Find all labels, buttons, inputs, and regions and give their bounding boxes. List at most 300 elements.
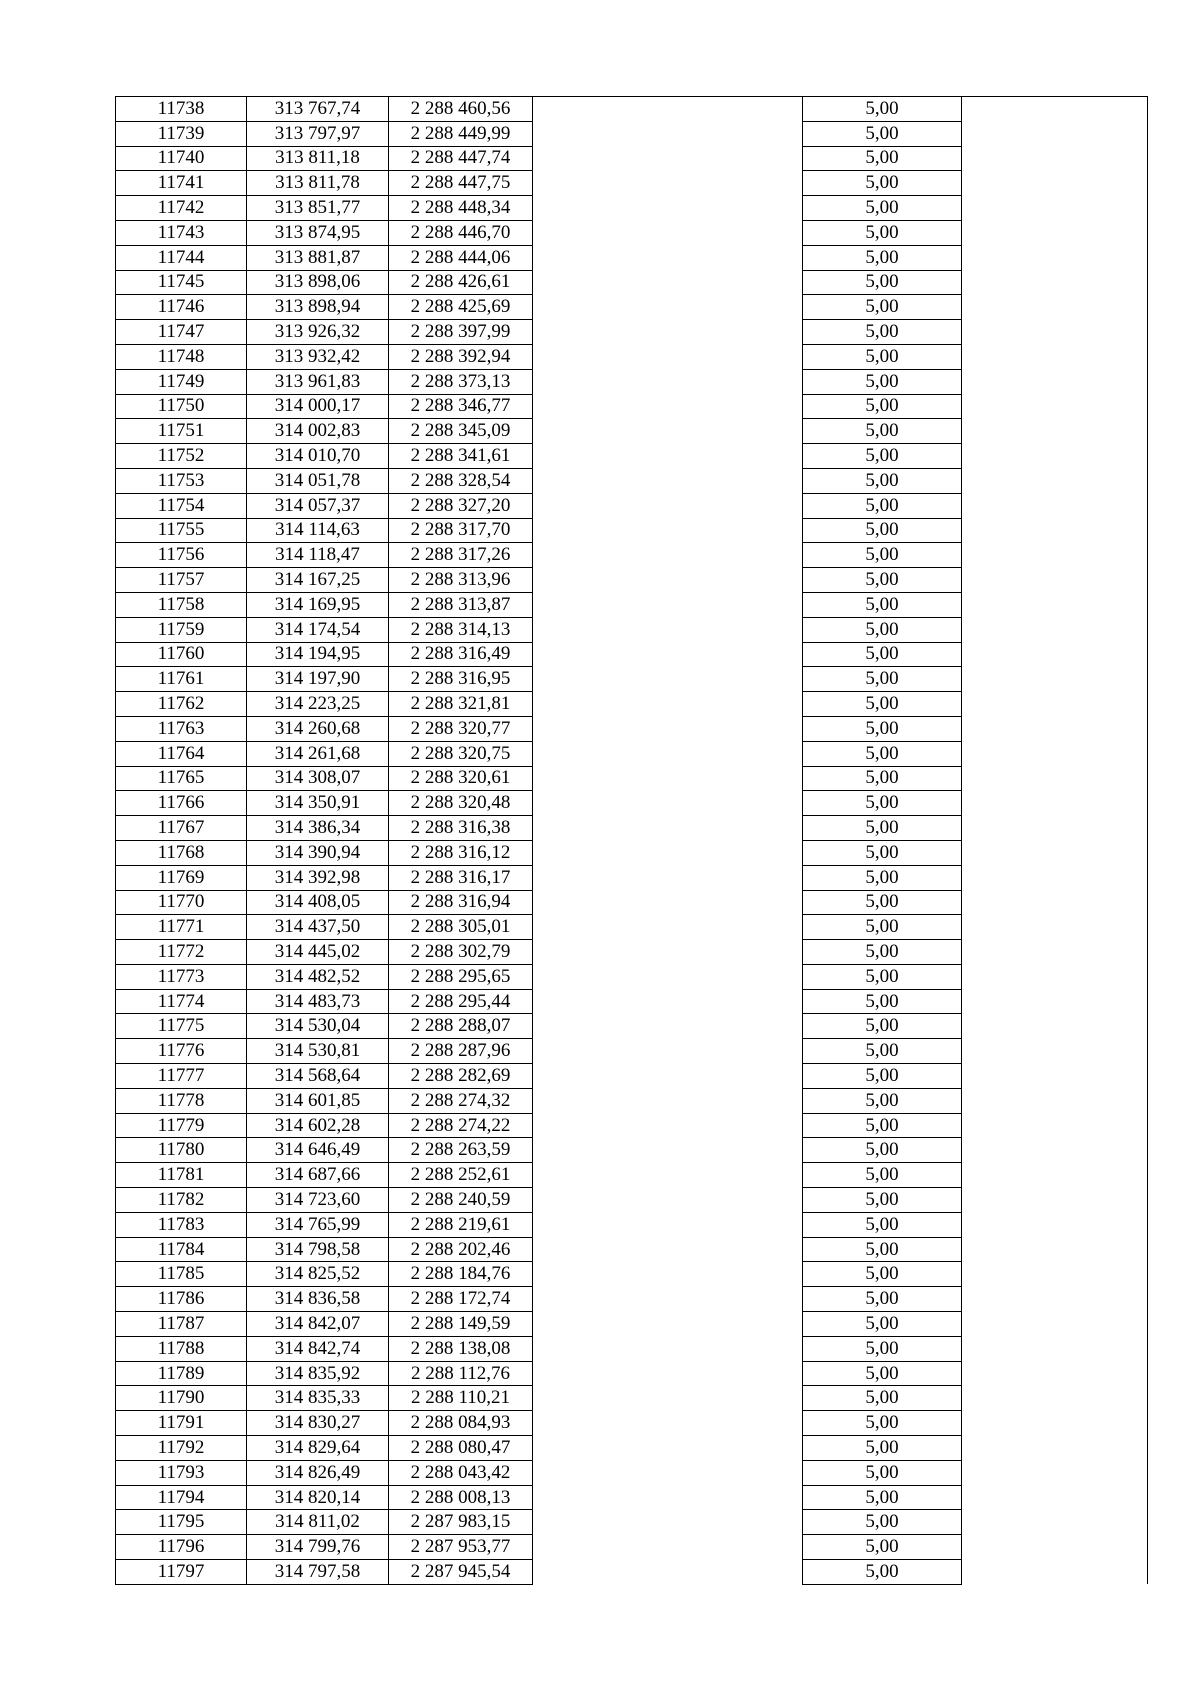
- value-cell: 5,00: [803, 1064, 962, 1089]
- blank-cell: [962, 1436, 1148, 1461]
- blank-cell: [962, 245, 1148, 270]
- x-coordinate-cell: 314 836,58: [247, 1287, 389, 1312]
- y-coordinate-cell: 2 288 426,61: [389, 270, 533, 295]
- blank-cell: [533, 1188, 803, 1213]
- blank-cell: [962, 1163, 1148, 1188]
- point-number-cell: 11740: [116, 146, 247, 171]
- blank-cell: [962, 940, 1148, 965]
- blank-cell: [533, 1113, 803, 1138]
- y-coordinate-cell: 2 288 110,21: [389, 1386, 533, 1411]
- blank-cell: [962, 1560, 1148, 1585]
- blank-cell: [533, 1386, 803, 1411]
- blank-cell: [962, 1138, 1148, 1163]
- y-coordinate-cell: 2 288 302,79: [389, 940, 533, 965]
- table-row: [116, 419, 1148, 444]
- blank-cell: [962, 766, 1148, 791]
- blank-cell: [533, 369, 803, 394]
- point-number-cell: 11760: [116, 642, 247, 667]
- table-row: [116, 1287, 1148, 1312]
- blank-cell: [962, 369, 1148, 394]
- value-cell: 5,00: [803, 468, 962, 493]
- blank-cell: [962, 741, 1148, 766]
- x-coordinate-cell: 314 169,95: [247, 592, 389, 617]
- point-number-cell: 11772: [116, 940, 247, 965]
- value-cell: 5,00: [803, 543, 962, 568]
- y-coordinate-cell: 2 288 149,59: [389, 1312, 533, 1337]
- point-number-cell: 11750: [116, 394, 247, 419]
- value-cell: 5,00: [803, 692, 962, 717]
- value-cell: 5,00: [803, 1436, 962, 1461]
- y-coordinate-cell: 2 288 305,01: [389, 915, 533, 940]
- value-cell: 5,00: [803, 320, 962, 345]
- blank-cell: [962, 964, 1148, 989]
- x-coordinate-cell: 314 797,58: [247, 1560, 389, 1585]
- x-coordinate-cell: 314 820,14: [247, 1485, 389, 1510]
- value-cell: 5,00: [803, 1361, 962, 1386]
- table-row: [116, 1113, 1148, 1138]
- blank-cell: [962, 97, 1148, 122]
- point-number-cell: 11758: [116, 592, 247, 617]
- point-number-cell: 11748: [116, 344, 247, 369]
- blank-cell: [533, 320, 803, 345]
- x-coordinate-cell: 314 646,49: [247, 1138, 389, 1163]
- x-coordinate-cell: 314 723,60: [247, 1188, 389, 1213]
- coordinates-table-body: [116, 97, 1148, 1585]
- value-cell: 5,00: [803, 667, 962, 692]
- y-coordinate-cell: 2 288 447,75: [389, 171, 533, 196]
- blank-cell: [533, 940, 803, 965]
- point-number-cell: 11791: [116, 1411, 247, 1436]
- table-row: [116, 344, 1148, 369]
- x-coordinate-cell: 313 961,83: [247, 369, 389, 394]
- point-number-cell: 11768: [116, 840, 247, 865]
- y-coordinate-cell: 2 288 316,95: [389, 667, 533, 692]
- table-row: [116, 295, 1148, 320]
- point-number-cell: 11770: [116, 890, 247, 915]
- point-number-cell: 11754: [116, 493, 247, 518]
- table-row: [116, 1361, 1148, 1386]
- value-cell: 5,00: [803, 1560, 962, 1585]
- value-cell: 5,00: [803, 1138, 962, 1163]
- point-number-cell: 11742: [116, 196, 247, 221]
- table-row: [116, 518, 1148, 543]
- value-cell: 5,00: [803, 1336, 962, 1361]
- y-coordinate-cell: 2 288 320,48: [389, 791, 533, 816]
- blank-cell: [962, 419, 1148, 444]
- x-coordinate-cell: 313 811,18: [247, 146, 389, 171]
- point-number-cell: 11773: [116, 964, 247, 989]
- value-cell: 5,00: [803, 369, 962, 394]
- table-row: [116, 915, 1148, 940]
- blank-cell: [962, 1361, 1148, 1386]
- value-cell: 5,00: [803, 270, 962, 295]
- value-cell: 5,00: [803, 568, 962, 593]
- point-number-cell: 11767: [116, 816, 247, 841]
- point-number-cell: 11744: [116, 245, 247, 270]
- blank-cell: [533, 97, 803, 122]
- x-coordinate-cell: 314 002,83: [247, 419, 389, 444]
- table-row: [116, 1436, 1148, 1461]
- blank-cell: [533, 1237, 803, 1262]
- y-coordinate-cell: 2 288 316,17: [389, 865, 533, 890]
- blank-cell: [533, 791, 803, 816]
- x-coordinate-cell: 314 830,27: [247, 1411, 389, 1436]
- x-coordinate-cell: 314 308,07: [247, 766, 389, 791]
- point-number-cell: 11763: [116, 716, 247, 741]
- table-row: [116, 741, 1148, 766]
- y-coordinate-cell: 2 288 317,70: [389, 518, 533, 543]
- blank-cell: [533, 493, 803, 518]
- table-row: [116, 1188, 1148, 1213]
- point-number-cell: 11782: [116, 1188, 247, 1213]
- value-cell: 5,00: [803, 121, 962, 146]
- x-coordinate-cell: 314 194,95: [247, 642, 389, 667]
- blank-cell: [533, 1485, 803, 1510]
- x-coordinate-cell: 314 260,68: [247, 716, 389, 741]
- point-number-cell: 11745: [116, 270, 247, 295]
- blank-cell: [962, 518, 1148, 543]
- point-number-cell: 11774: [116, 989, 247, 1014]
- blank-cell: [533, 1138, 803, 1163]
- y-coordinate-cell: 2 288 327,20: [389, 493, 533, 518]
- y-coordinate-cell: 2 288 345,09: [389, 419, 533, 444]
- y-coordinate-cell: 2 288 252,61: [389, 1163, 533, 1188]
- value-cell: 5,00: [803, 816, 962, 841]
- blank-cell: [962, 865, 1148, 890]
- table-row: [116, 1485, 1148, 1510]
- x-coordinate-cell: 314 482,52: [247, 964, 389, 989]
- x-coordinate-cell: 313 898,94: [247, 295, 389, 320]
- x-coordinate-cell: 314 835,33: [247, 1386, 389, 1411]
- point-number-cell: 11761: [116, 667, 247, 692]
- x-coordinate-cell: 314 392,98: [247, 865, 389, 890]
- blank-cell: [962, 692, 1148, 717]
- point-number-cell: 11746: [116, 295, 247, 320]
- point-number-cell: 11779: [116, 1113, 247, 1138]
- y-coordinate-cell: 2 288 287,96: [389, 1039, 533, 1064]
- blank-cell: [533, 1163, 803, 1188]
- blank-cell: [962, 1411, 1148, 1436]
- y-coordinate-cell: 2 288 282,69: [389, 1064, 533, 1089]
- blank-cell: [962, 171, 1148, 196]
- value-cell: 5,00: [803, 1312, 962, 1337]
- y-coordinate-cell: 2 288 346,77: [389, 394, 533, 419]
- y-coordinate-cell: 2 288 316,38: [389, 816, 533, 841]
- table-row: [116, 468, 1148, 493]
- y-coordinate-cell: 2 288 316,49: [389, 642, 533, 667]
- blank-cell: [533, 1411, 803, 1436]
- point-number-cell: 11764: [116, 741, 247, 766]
- point-number-cell: 11776: [116, 1039, 247, 1064]
- blank-cell: [533, 617, 803, 642]
- y-coordinate-cell: 2 288 447,74: [389, 146, 533, 171]
- value-cell: 5,00: [803, 1113, 962, 1138]
- y-coordinate-cell: 2 288 317,26: [389, 543, 533, 568]
- blank-cell: [533, 1361, 803, 1386]
- blank-cell: [533, 915, 803, 940]
- y-coordinate-cell: 2 288 043,42: [389, 1460, 533, 1485]
- point-number-cell: 11780: [116, 1138, 247, 1163]
- y-coordinate-cell: 2 288 320,75: [389, 741, 533, 766]
- blank-cell: [533, 1535, 803, 1560]
- point-number-cell: 11792: [116, 1436, 247, 1461]
- blank-cell: [962, 543, 1148, 568]
- x-coordinate-cell: 314 118,47: [247, 543, 389, 568]
- value-cell: 5,00: [803, 741, 962, 766]
- blank-cell: [533, 890, 803, 915]
- table-row: [116, 617, 1148, 642]
- table-row: [116, 816, 1148, 841]
- y-coordinate-cell: 2 288 202,46: [389, 1237, 533, 1262]
- point-number-cell: 11775: [116, 1014, 247, 1039]
- value-cell: 5,00: [803, 1460, 962, 1485]
- table-row: [116, 568, 1148, 593]
- blank-cell: [533, 1510, 803, 1535]
- value-cell: 5,00: [803, 617, 962, 642]
- blank-cell: [533, 667, 803, 692]
- blank-cell: [533, 1436, 803, 1461]
- y-coordinate-cell: 2 288 295,44: [389, 989, 533, 1014]
- blank-cell: [962, 568, 1148, 593]
- value-cell: 5,00: [803, 493, 962, 518]
- point-number-cell: 11790: [116, 1386, 247, 1411]
- x-coordinate-cell: 314 530,81: [247, 1039, 389, 1064]
- point-number-cell: 11781: [116, 1163, 247, 1188]
- blank-cell: [533, 419, 803, 444]
- y-coordinate-cell: 2 288 080,47: [389, 1436, 533, 1461]
- blank-cell: [962, 121, 1148, 146]
- point-number-cell: 11789: [116, 1361, 247, 1386]
- coordinates-table: [115, 96, 1148, 1585]
- y-coordinate-cell: 2 288 172,74: [389, 1287, 533, 1312]
- y-coordinate-cell: 2 288 138,08: [389, 1336, 533, 1361]
- value-cell: 5,00: [803, 1088, 962, 1113]
- x-coordinate-cell: 314 530,04: [247, 1014, 389, 1039]
- y-coordinate-cell: 2 288 288,07: [389, 1014, 533, 1039]
- table-row: [116, 1460, 1148, 1485]
- x-coordinate-cell: 314 601,85: [247, 1088, 389, 1113]
- y-coordinate-cell: 2 288 397,99: [389, 320, 533, 345]
- blank-cell: [533, 865, 803, 890]
- blank-cell: [533, 741, 803, 766]
- blank-cell: [962, 1386, 1148, 1411]
- table-row: [116, 1014, 1148, 1039]
- blank-cell: [533, 1312, 803, 1337]
- table-row: [116, 196, 1148, 221]
- y-coordinate-cell: 2 288 314,13: [389, 617, 533, 642]
- x-coordinate-cell: 314 114,63: [247, 518, 389, 543]
- y-coordinate-cell: 2 287 953,77: [389, 1535, 533, 1560]
- y-coordinate-cell: 2 288 328,54: [389, 468, 533, 493]
- blank-cell: [962, 592, 1148, 617]
- point-number-cell: 11741: [116, 171, 247, 196]
- x-coordinate-cell: 314 390,94: [247, 840, 389, 865]
- y-coordinate-cell: 2 288 313,87: [389, 592, 533, 617]
- y-coordinate-cell: 2 288 320,61: [389, 766, 533, 791]
- y-coordinate-cell: 2 288 274,32: [389, 1088, 533, 1113]
- value-cell: 5,00: [803, 146, 962, 171]
- table-row: [116, 444, 1148, 469]
- value-cell: 5,00: [803, 766, 962, 791]
- table-row: [116, 1088, 1148, 1113]
- blank-cell: [533, 592, 803, 617]
- blank-cell: [962, 1088, 1148, 1113]
- blank-cell: [533, 245, 803, 270]
- value-cell: 5,00: [803, 1411, 962, 1436]
- blank-cell: [533, 196, 803, 221]
- blank-cell: [962, 320, 1148, 345]
- blank-cell: [962, 840, 1148, 865]
- blank-cell: [962, 344, 1148, 369]
- y-coordinate-cell: 2 288 446,70: [389, 220, 533, 245]
- x-coordinate-cell: 313 932,42: [247, 344, 389, 369]
- table-row: [116, 394, 1148, 419]
- point-number-cell: 11795: [116, 1510, 247, 1535]
- blank-cell: [533, 444, 803, 469]
- blank-cell: [962, 890, 1148, 915]
- value-cell: 5,00: [803, 940, 962, 965]
- value-cell: 5,00: [803, 196, 962, 221]
- blank-cell: [962, 667, 1148, 692]
- x-coordinate-cell: 314 568,64: [247, 1064, 389, 1089]
- x-coordinate-cell: 314 437,50: [247, 915, 389, 940]
- value-cell: 5,00: [803, 1386, 962, 1411]
- table-row: [116, 270, 1148, 295]
- x-coordinate-cell: 314 826,49: [247, 1460, 389, 1485]
- point-number-cell: 11752: [116, 444, 247, 469]
- point-number-cell: 11765: [116, 766, 247, 791]
- y-coordinate-cell: 2 288 008,13: [389, 1485, 533, 1510]
- table-row: [116, 220, 1148, 245]
- blank-cell: [533, 1212, 803, 1237]
- blank-cell: [533, 146, 803, 171]
- blank-cell: [533, 394, 803, 419]
- point-number-cell: 11769: [116, 865, 247, 890]
- value-cell: 5,00: [803, 964, 962, 989]
- point-number-cell: 11757: [116, 568, 247, 593]
- blank-cell: [962, 493, 1148, 518]
- blank-cell: [962, 1336, 1148, 1361]
- value-cell: 5,00: [803, 97, 962, 122]
- table-row: [116, 766, 1148, 791]
- x-coordinate-cell: 314 197,90: [247, 667, 389, 692]
- point-number-cell: 11747: [116, 320, 247, 345]
- blank-cell: [962, 1287, 1148, 1312]
- point-number-cell: 11756: [116, 543, 247, 568]
- blank-cell: [533, 468, 803, 493]
- y-coordinate-cell: 2 288 321,81: [389, 692, 533, 717]
- value-cell: 5,00: [803, 419, 962, 444]
- value-cell: 5,00: [803, 890, 962, 915]
- x-coordinate-cell: 314 798,58: [247, 1237, 389, 1262]
- value-cell: 5,00: [803, 295, 962, 320]
- blank-cell: [962, 617, 1148, 642]
- value-cell: 5,00: [803, 1535, 962, 1560]
- value-cell: 5,00: [803, 344, 962, 369]
- value-cell: 5,00: [803, 394, 962, 419]
- point-number-cell: 11777: [116, 1064, 247, 1089]
- table-row: [116, 1039, 1148, 1064]
- blank-cell: [962, 270, 1148, 295]
- y-coordinate-cell: 2 288 184,76: [389, 1262, 533, 1287]
- value-cell: 5,00: [803, 1163, 962, 1188]
- x-coordinate-cell: 314 223,25: [247, 692, 389, 717]
- x-coordinate-cell: 314 261,68: [247, 741, 389, 766]
- blank-cell: [533, 220, 803, 245]
- y-coordinate-cell: 2 288 341,61: [389, 444, 533, 469]
- blank-cell: [962, 1237, 1148, 1262]
- table-row: [116, 1237, 1148, 1262]
- blank-cell: [533, 1336, 803, 1361]
- table-row: [116, 840, 1148, 865]
- point-number-cell: 11783: [116, 1212, 247, 1237]
- blank-cell: [962, 716, 1148, 741]
- table-row: [116, 642, 1148, 667]
- y-coordinate-cell: 2 288 444,06: [389, 245, 533, 270]
- blank-cell: [962, 1510, 1148, 1535]
- blank-cell: [533, 121, 803, 146]
- y-coordinate-cell: 2 288 449,99: [389, 121, 533, 146]
- table-row: [116, 320, 1148, 345]
- y-coordinate-cell: 2 288 295,65: [389, 964, 533, 989]
- y-coordinate-cell: 2 288 320,77: [389, 716, 533, 741]
- y-coordinate-cell: 2 287 945,54: [389, 1560, 533, 1585]
- table-row: [116, 146, 1148, 171]
- blank-cell: [962, 1212, 1148, 1237]
- point-number-cell: 11797: [116, 1560, 247, 1585]
- x-coordinate-cell: 313 851,77: [247, 196, 389, 221]
- x-coordinate-cell: 314 842,07: [247, 1312, 389, 1337]
- value-cell: 5,00: [803, 840, 962, 865]
- table-row: [116, 1312, 1148, 1337]
- x-coordinate-cell: 314 799,76: [247, 1535, 389, 1560]
- point-number-cell: 11787: [116, 1312, 247, 1337]
- table-row: [116, 1262, 1148, 1287]
- x-coordinate-cell: 314 167,25: [247, 568, 389, 593]
- blank-cell: [533, 716, 803, 741]
- point-number-cell: 11751: [116, 419, 247, 444]
- value-cell: 5,00: [803, 444, 962, 469]
- x-coordinate-cell: 314 000,17: [247, 394, 389, 419]
- table-row: [116, 171, 1148, 196]
- table-row: [116, 1510, 1148, 1535]
- x-coordinate-cell: 314 842,74: [247, 1336, 389, 1361]
- x-coordinate-cell: 314 825,52: [247, 1262, 389, 1287]
- table-row: [116, 369, 1148, 394]
- table-row: [116, 890, 1148, 915]
- value-cell: 5,00: [803, 716, 962, 741]
- table-row: [116, 592, 1148, 617]
- x-coordinate-cell: 314 051,78: [247, 468, 389, 493]
- y-coordinate-cell: 2 288 084,93: [389, 1411, 533, 1436]
- blank-cell: [962, 1188, 1148, 1213]
- blank-cell: [962, 791, 1148, 816]
- blank-cell: [962, 915, 1148, 940]
- blank-cell: [533, 344, 803, 369]
- table-row: [116, 1064, 1148, 1089]
- x-coordinate-cell: 314 057,37: [247, 493, 389, 518]
- blank-cell: [962, 295, 1148, 320]
- table-row: [116, 716, 1148, 741]
- point-number-cell: 11786: [116, 1287, 247, 1312]
- x-coordinate-cell: 314 765,99: [247, 1212, 389, 1237]
- table-row: [116, 1535, 1148, 1560]
- point-number-cell: 11753: [116, 468, 247, 493]
- table-row: [116, 1138, 1148, 1163]
- blank-cell: [533, 1287, 803, 1312]
- value-cell: 5,00: [803, 865, 962, 890]
- blank-cell: [962, 1039, 1148, 1064]
